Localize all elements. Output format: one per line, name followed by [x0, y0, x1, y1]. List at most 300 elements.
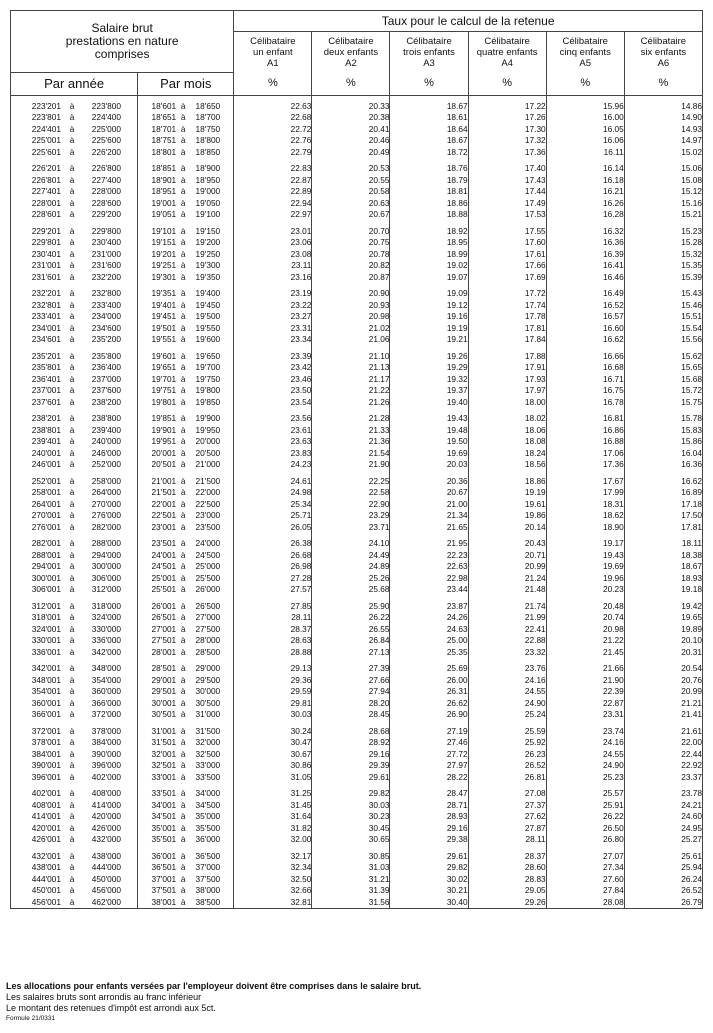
range-to: 264'000: [91, 487, 121, 497]
range-to: 336'000: [91, 635, 121, 645]
annual-salary: [11, 334, 138, 346]
range-from: 414'001: [31, 811, 61, 821]
rate-a1: 22.94: [234, 198, 312, 210]
monthly-salary: [138, 147, 234, 159]
tax-rate-page: [10, 10, 703, 909]
rate-a2: 20.49: [312, 147, 390, 159]
monthly-salary: [138, 635, 234, 647]
table-row: [11, 436, 703, 448]
annual-salary-range: [11, 124, 137, 136]
table-row: [11, 334, 703, 346]
range-separator: à: [180, 447, 186, 458]
range-to: 270'000: [91, 498, 121, 509]
monthly-salary-range: [138, 272, 233, 284]
rate-a3: 18.95: [390, 237, 468, 249]
range-separator: à: [69, 163, 75, 173]
salary-title-line: prestations en nature: [65, 33, 179, 48]
monthly-salary: [138, 823, 234, 835]
rate-a2: 25.68: [312, 584, 390, 596]
annual-salary: [11, 351, 138, 363]
annual-salary-range: [11, 800, 137, 812]
monthly-salary-range: [138, 237, 233, 249]
rate-a5: 19.96: [546, 573, 624, 585]
range-from: 378'001: [31, 737, 61, 747]
rate-a5: 16.21: [546, 186, 624, 198]
table-row: [11, 260, 703, 272]
annual-salary-range: [11, 436, 137, 448]
range-separator: à: [180, 521, 186, 532]
rate-a5: 16.39: [546, 249, 624, 261]
rate-a3: 19.21: [390, 334, 468, 346]
column-header-line: Célibataire: [328, 35, 374, 47]
column-header-line: trois enfants: [403, 46, 455, 58]
range-separator: à: [69, 436, 75, 446]
table-row: [11, 124, 703, 136]
rate-a2: 24.49: [312, 550, 390, 562]
rate-a2: 29.82: [312, 788, 390, 800]
range-to: 35'000: [195, 811, 221, 821]
annual-salary: [11, 538, 138, 550]
rate-a2: 30.85: [312, 851, 390, 863]
annual-salary: [11, 476, 138, 488]
range-from: 36'501: [151, 862, 177, 872]
monthly-salary-range: [138, 538, 233, 550]
rate-a1: 23.50: [234, 385, 312, 397]
range-from: 33'001: [151, 771, 177, 782]
monthly-salary: [138, 209, 234, 221]
range-to: 28'000: [195, 635, 221, 645]
range-separator: à: [69, 447, 75, 458]
annual-salary: [11, 897, 138, 909]
range-separator: à: [69, 663, 75, 673]
rate-a6: 18.93: [624, 573, 702, 585]
range-from: 23'001: [151, 521, 177, 532]
monthly-salary: [138, 436, 234, 448]
rate-a2: 27.13: [312, 647, 390, 659]
annual-salary-range: [11, 351, 137, 363]
monthly-salary-range: [138, 101, 233, 113]
range-separator: à: [69, 885, 75, 895]
rate-a6: 15.16: [624, 198, 702, 210]
rate-a5: 21.45: [546, 647, 624, 659]
monthly-salary-range: [138, 288, 233, 300]
monthly-salary: [138, 323, 234, 335]
range-to: 342'000: [91, 646, 121, 657]
annual-salary: [11, 737, 138, 749]
table-row: [11, 487, 703, 499]
rate-a3: 18.67: [390, 101, 468, 113]
range-from: 19'001: [151, 197, 177, 208]
rate-a6: 23.37: [624, 772, 702, 784]
rate-a4: 24.55: [468, 686, 546, 698]
table-row: [11, 351, 703, 363]
annual-salary-range: [11, 459, 137, 471]
annual-salary: [11, 288, 138, 300]
range-separator: à: [69, 549, 75, 560]
monthly-salary-range: [138, 584, 233, 596]
annual-salary: [11, 709, 138, 721]
range-from: 19'501: [151, 322, 177, 333]
range-to: 235'200: [91, 334, 121, 344]
rate-a1: 25.34: [234, 499, 312, 511]
rate-a3: 18.86: [390, 198, 468, 210]
rate-a6: 21.21: [624, 698, 702, 710]
monthly-salary: [138, 811, 234, 823]
monthly-salary: [138, 237, 234, 249]
monthly-salary-range: [138, 800, 233, 812]
rate-a2: 21.26: [312, 397, 390, 409]
rate-a6: 24.21: [624, 800, 702, 812]
table-row: [11, 851, 703, 863]
rate-a5: 16.75: [546, 385, 624, 397]
range-from: 408'001: [31, 799, 61, 810]
range-separator: à: [69, 123, 75, 134]
annual-salary: [11, 272, 138, 284]
annual-salary-range: [11, 311, 137, 323]
range-separator: à: [69, 288, 75, 298]
unit-header: %: [624, 72, 702, 95]
range-from: 270'001: [31, 510, 61, 520]
range-separator: à: [180, 697, 186, 708]
range-separator: à: [180, 373, 186, 384]
table-row: [11, 561, 703, 573]
monthly-salary-range: [138, 851, 233, 863]
rate-a3: 19.37: [390, 385, 468, 397]
range-to: 462'000: [91, 896, 121, 907]
table-row: [11, 448, 703, 460]
table-row: [11, 249, 703, 261]
annual-salary: [11, 135, 138, 147]
rate-a4: 22.41: [468, 624, 546, 636]
range-to: 18'850: [195, 146, 221, 157]
annual-salary-range: [11, 385, 137, 397]
range-separator: à: [69, 584, 75, 594]
monthly-salary: [138, 186, 234, 198]
range-to: 18'650: [195, 100, 221, 111]
column-header-line: cinq enfants: [559, 46, 611, 58]
column-header-a4: [468, 32, 546, 73]
range-from: 238'801: [31, 424, 61, 435]
range-to: 19'300: [195, 260, 221, 270]
range-to: 18'700: [195, 112, 221, 122]
rate-a3: 22.23: [390, 550, 468, 562]
range-from: 22'501: [151, 510, 177, 520]
rate-a2: 20.78: [312, 249, 390, 261]
column-header-line: un enfant: [253, 46, 293, 58]
monthly-salary-range: [138, 413, 233, 425]
rate-a5: 16.46: [546, 272, 624, 284]
rate-a3: 19.12: [390, 300, 468, 312]
range-separator: à: [69, 572, 75, 583]
rate-a2: 30.45: [312, 823, 390, 835]
monthly-salary: [138, 800, 234, 812]
rate-a4: 18.24: [468, 448, 546, 460]
rate-a1: 23.01: [234, 226, 312, 238]
rate-a3: 27.72: [390, 749, 468, 761]
range-to: 19'400: [195, 288, 221, 298]
range-separator: à: [180, 549, 186, 560]
range-from: 26'001: [151, 600, 177, 611]
monthly-salary: [138, 124, 234, 136]
rate-a3: 19.48: [390, 425, 468, 437]
rate-a2: 20.87: [312, 272, 390, 284]
range-from: 38'001: [151, 896, 177, 907]
rate-a4: 17.30: [468, 124, 546, 136]
table-row: [11, 288, 703, 300]
per-year-header: Par année: [11, 72, 138, 95]
range-to: 229'800: [91, 225, 121, 236]
rate-a1: 22.63: [234, 101, 312, 113]
range-to: 26'000: [195, 584, 221, 594]
table-row: [11, 749, 703, 761]
monthly-salary: [138, 749, 234, 761]
range-to: 24'000: [195, 538, 221, 548]
table-row: [11, 601, 703, 613]
rate-a2: 30.65: [312, 834, 390, 846]
rate-a6: 24.95: [624, 823, 702, 835]
range-from: 19'601: [151, 350, 177, 361]
rate-a2: 21.36: [312, 436, 390, 448]
annual-salary: [11, 448, 138, 460]
range-separator: à: [69, 697, 75, 708]
range-from: 246'001: [31, 459, 61, 469]
monthly-salary-range: [138, 647, 233, 659]
rate-a2: 27.39: [312, 663, 390, 675]
rate-a6: 15.46: [624, 300, 702, 312]
range-from: 226'201: [31, 163, 61, 173]
range-separator: à: [69, 385, 75, 395]
monthly-salary-range: [138, 374, 233, 386]
rate-a3: 27.19: [390, 726, 468, 738]
annual-salary: [11, 147, 138, 159]
monthly-salary-range: [138, 675, 233, 687]
range-from: 306'001: [31, 584, 61, 594]
annual-salary-range: [11, 249, 137, 261]
rate-a3: 24.63: [390, 624, 468, 636]
rate-a3: 18.76: [390, 163, 468, 175]
monthly-salary: [138, 448, 234, 460]
range-from: 19'401: [151, 299, 177, 310]
range-to: 33'500: [195, 771, 221, 782]
range-separator: à: [69, 209, 75, 219]
rate-a4: 18.86: [468, 476, 546, 488]
table-row: [11, 147, 703, 159]
range-separator: à: [180, 850, 186, 861]
range-from: 396'001: [31, 771, 61, 782]
rate-a6: 26.52: [624, 885, 702, 897]
range-to: 19'100: [195, 209, 221, 219]
range-to: 19'600: [195, 334, 221, 344]
range-from: 28'001: [151, 646, 177, 657]
rate-a1: 23.16: [234, 272, 312, 284]
monthly-salary-range: [138, 749, 233, 761]
rate-a4: 27.87: [468, 823, 546, 835]
rate-a4: 17.36: [468, 147, 546, 159]
range-separator: à: [69, 538, 75, 548]
range-from: 19'351: [151, 288, 177, 298]
annual-salary-range: [11, 362, 137, 374]
range-separator: à: [69, 623, 75, 634]
range-to: 31'000: [195, 709, 221, 719]
monthly-salary: [138, 737, 234, 749]
rate-a6: 15.12: [624, 186, 702, 198]
rate-a4: 20.71: [468, 550, 546, 562]
rate-a3: 19.26: [390, 351, 468, 363]
range-from: 18'801: [151, 146, 177, 157]
rate-a2: 20.63: [312, 198, 390, 210]
annual-salary: [11, 749, 138, 761]
rate-a2: 29.61: [312, 772, 390, 784]
range-to: 19'450: [195, 299, 221, 310]
rate-a6: 15.23: [624, 226, 702, 238]
rate-a4: 25.59: [468, 726, 546, 738]
rate-a6: 15.83: [624, 425, 702, 437]
range-to: 225'600: [91, 135, 121, 145]
rate-a4: 17.43: [468, 175, 546, 187]
rate-a5: 16.18: [546, 175, 624, 187]
monthly-salary-range: [138, 601, 233, 613]
range-from: 24'501: [151, 561, 177, 571]
rate-a5: 22.87: [546, 698, 624, 710]
range-to: 31'500: [195, 725, 221, 736]
annual-salary-range: [11, 272, 137, 284]
range-to: 318'000: [91, 600, 121, 611]
rate-a2: 31.56: [312, 897, 390, 909]
annual-salary-range: [11, 147, 137, 159]
rate-a4: 26.52: [468, 760, 546, 772]
range-to: 19'900: [195, 413, 221, 423]
table-row: [11, 686, 703, 698]
range-separator: à: [69, 896, 75, 907]
table-row: [11, 459, 703, 471]
range-separator: à: [69, 146, 75, 157]
monthly-salary-range: [138, 499, 233, 511]
rate-a2: 31.03: [312, 862, 390, 874]
annual-salary: [11, 624, 138, 636]
table-row: [11, 788, 703, 800]
rate-a1: 23.08: [234, 249, 312, 261]
rate-a5: 20.98: [546, 624, 624, 636]
range-from: 19'751: [151, 385, 177, 395]
rate-a6: 20.54: [624, 663, 702, 675]
rate-a6: 15.56: [624, 334, 702, 346]
rate-a6: 15.28: [624, 237, 702, 249]
rate-a1: 24.23: [234, 459, 312, 471]
rate-a2: 20.58: [312, 186, 390, 198]
rate-a6: 19.65: [624, 612, 702, 624]
monthly-salary-range: [138, 362, 233, 374]
annual-salary-range: [11, 499, 137, 511]
rate-a3: 26.31: [390, 686, 468, 698]
range-separator: à: [69, 873, 75, 884]
range-to: 19'000: [195, 186, 221, 196]
rate-a1: 26.98: [234, 561, 312, 573]
table-row: [11, 737, 703, 749]
unit-header: %: [390, 72, 468, 95]
annual-salary: [11, 874, 138, 886]
annual-salary-range: [11, 175, 137, 187]
annual-salary: [11, 726, 138, 738]
range-to: 36'500: [195, 850, 221, 861]
range-from: 402'001: [31, 788, 61, 798]
rate-a4: 21.48: [468, 584, 546, 596]
rate-a6: 15.68: [624, 374, 702, 386]
range-separator: à: [69, 135, 75, 145]
monthly-salary-range: [138, 163, 233, 175]
range-from: 227'401: [31, 186, 61, 196]
range-from: 19'201: [151, 248, 177, 259]
rate-a4: 28.37: [468, 851, 546, 863]
salary-header: [11, 11, 234, 73]
rate-a2: 31.21: [312, 874, 390, 886]
range-to: 426'000: [91, 822, 121, 833]
table-row: [11, 413, 703, 425]
rate-a4: 17.32: [468, 135, 546, 147]
range-separator: à: [69, 299, 75, 310]
range-separator: à: [180, 771, 186, 782]
rate-a6: 14.86: [624, 101, 702, 113]
annual-salary-range: [11, 573, 137, 585]
range-separator: à: [69, 260, 75, 270]
rate-a1: 23.11: [234, 260, 312, 272]
range-to: 230'400: [91, 237, 121, 247]
rate-a5: 16.49: [546, 288, 624, 300]
annual-salary: [11, 499, 138, 511]
range-to: 19'200: [195, 237, 221, 247]
table-row: [11, 772, 703, 784]
rate-a5: 16.68: [546, 362, 624, 374]
range-to: 246'000: [91, 447, 121, 458]
table-row: [11, 499, 703, 511]
rate-a5: 27.07: [546, 851, 624, 863]
column-header-line: deux enfants: [323, 46, 379, 58]
range-to: 384'000: [91, 737, 121, 747]
range-separator: à: [180, 288, 186, 298]
rate-a4: 18.56: [468, 459, 546, 471]
rate-a5: 18.62: [546, 510, 624, 522]
rate-a1: 27.57: [234, 584, 312, 596]
rate-a6: 20.76: [624, 675, 702, 687]
annual-salary: [11, 487, 138, 499]
range-from: 34'501: [151, 811, 177, 821]
range-from: 21'501: [151, 487, 177, 497]
annual-salary-range: [11, 663, 137, 675]
monthly-salary-range: [138, 260, 233, 272]
rate-a3: 19.40: [390, 397, 468, 409]
range-to: 18'900: [195, 163, 221, 173]
range-from: 19'851: [151, 413, 177, 423]
range-from: 237'601: [31, 396, 61, 407]
range-from: 28'501: [151, 663, 177, 673]
range-to: 354'000: [91, 674, 121, 685]
monthly-salary-range: [138, 198, 233, 210]
annual-salary: [11, 436, 138, 448]
rate-a6: 20.31: [624, 647, 702, 659]
range-to: 19'800: [195, 385, 221, 395]
range-from: 232'801: [31, 299, 61, 310]
range-to: 324'000: [91, 612, 121, 622]
range-from: 300'001: [31, 572, 61, 583]
rate-a5: 16.71: [546, 374, 624, 386]
table-row: [11, 476, 703, 488]
rate-a5: 20.23: [546, 584, 624, 596]
column-header-line: A1: [267, 57, 279, 69]
range-from: 27'001: [151, 623, 177, 634]
range-to: 236'400: [91, 362, 121, 372]
range-separator: à: [69, 788, 75, 798]
monthly-salary-range: [138, 135, 233, 147]
range-separator: à: [180, 822, 186, 833]
